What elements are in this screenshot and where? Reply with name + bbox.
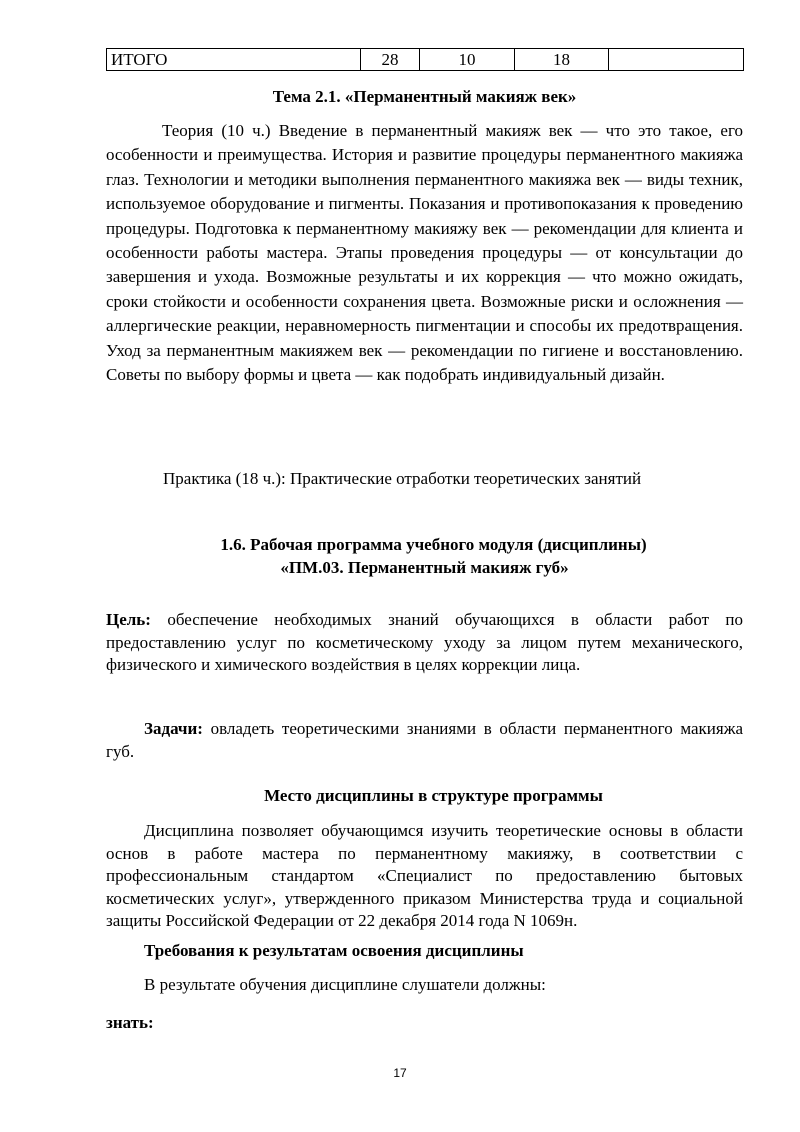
hours-total-table [106,48,744,71]
section-heading [106,533,743,579]
topic-title: Тема 2.1. «Перманентный макияж век» [272,87,577,106]
place-paragraph: Дисциплина позволяет обучающимся изучить теоретические основы в области основ в работе мастера по перманентному макияжу, в соответствии с профессиональным стандартом «Специалист по предоставлению бытовых косметических услуг», утвержденного приказом Министерства труда и социальной защиты Российской Федерации от 22 декабря 2014 года N 1069н. [106,821,743,930]
practice-hours-cell: 18 [515,49,609,71]
requirements-heading: Требования к результатам освоения дисциплины [144,941,524,960]
section-heading-line-1: 1.6. Рабочая программа учебного модуля (дисциплины) [220,535,647,554]
tasks-label: Задачи: [144,719,203,738]
goal-paragraph [106,609,743,677]
page-number: 17 [393,1066,407,1080]
goal-label: Цель: [106,610,151,629]
total-hours-cell: 28 [361,49,420,71]
theory-hours-cell: 10 [420,49,515,71]
result-intro: В результате обучения дисциплине слушатели должны: [144,975,546,994]
tasks-paragraph [106,718,743,763]
place-heading: Место дисциплины в структуре программы [264,786,603,805]
empty-cell [609,49,744,71]
practice-line: Практика (18 ч.): Практические отработки теоретических занятий [163,469,642,488]
total-label-cell: ИТОГО [107,49,361,71]
theory-paragraph: Теория (10 ч.) Введение в перманентный макияж век — что это такое, его особенности и преимущества. История и развитие процедуры перманентного макияжа глаз. Технологии и методики выполнения перманентного макияжа век — виды техник, используемое оборудование и пигменты. Показания и противопоказания к проведению процедуры. Подготовка к перманентному макияжу век — рекомендации для клиента и особенности работы мастера. Этапы проведения процедуры — от консультации до завершения и ухода. Возможные результаты и их коррекция — что можно ожидать, сроки стойкости и особенности сохранения цвета. Возможные риски и осложнения — аллергические реакции, неравномерность пигментации и способы их предотвращения. Уход за перманентным макияжем век — рекомендации по гигиене и восстановлению. Советы по выбору формы и цвета — как подобрать индивидуальный дизайн. [106,121,743,385]
know-label: знать: [106,1013,154,1032]
goal-text: обеспечение необходимых знаний обучающихся в области работ по предоставлению услуг по косметическому уходу за лицом путем механического, физического и химического воздействия в целях коррекции лица. [106,610,743,674]
section-heading-line-2: «ПМ.03. Перманентный макияж губ» [280,558,569,577]
table-row [107,49,744,71]
tasks-text: овладеть теоретическими знаниями в области перманентного макияжа губ. [106,719,743,761]
